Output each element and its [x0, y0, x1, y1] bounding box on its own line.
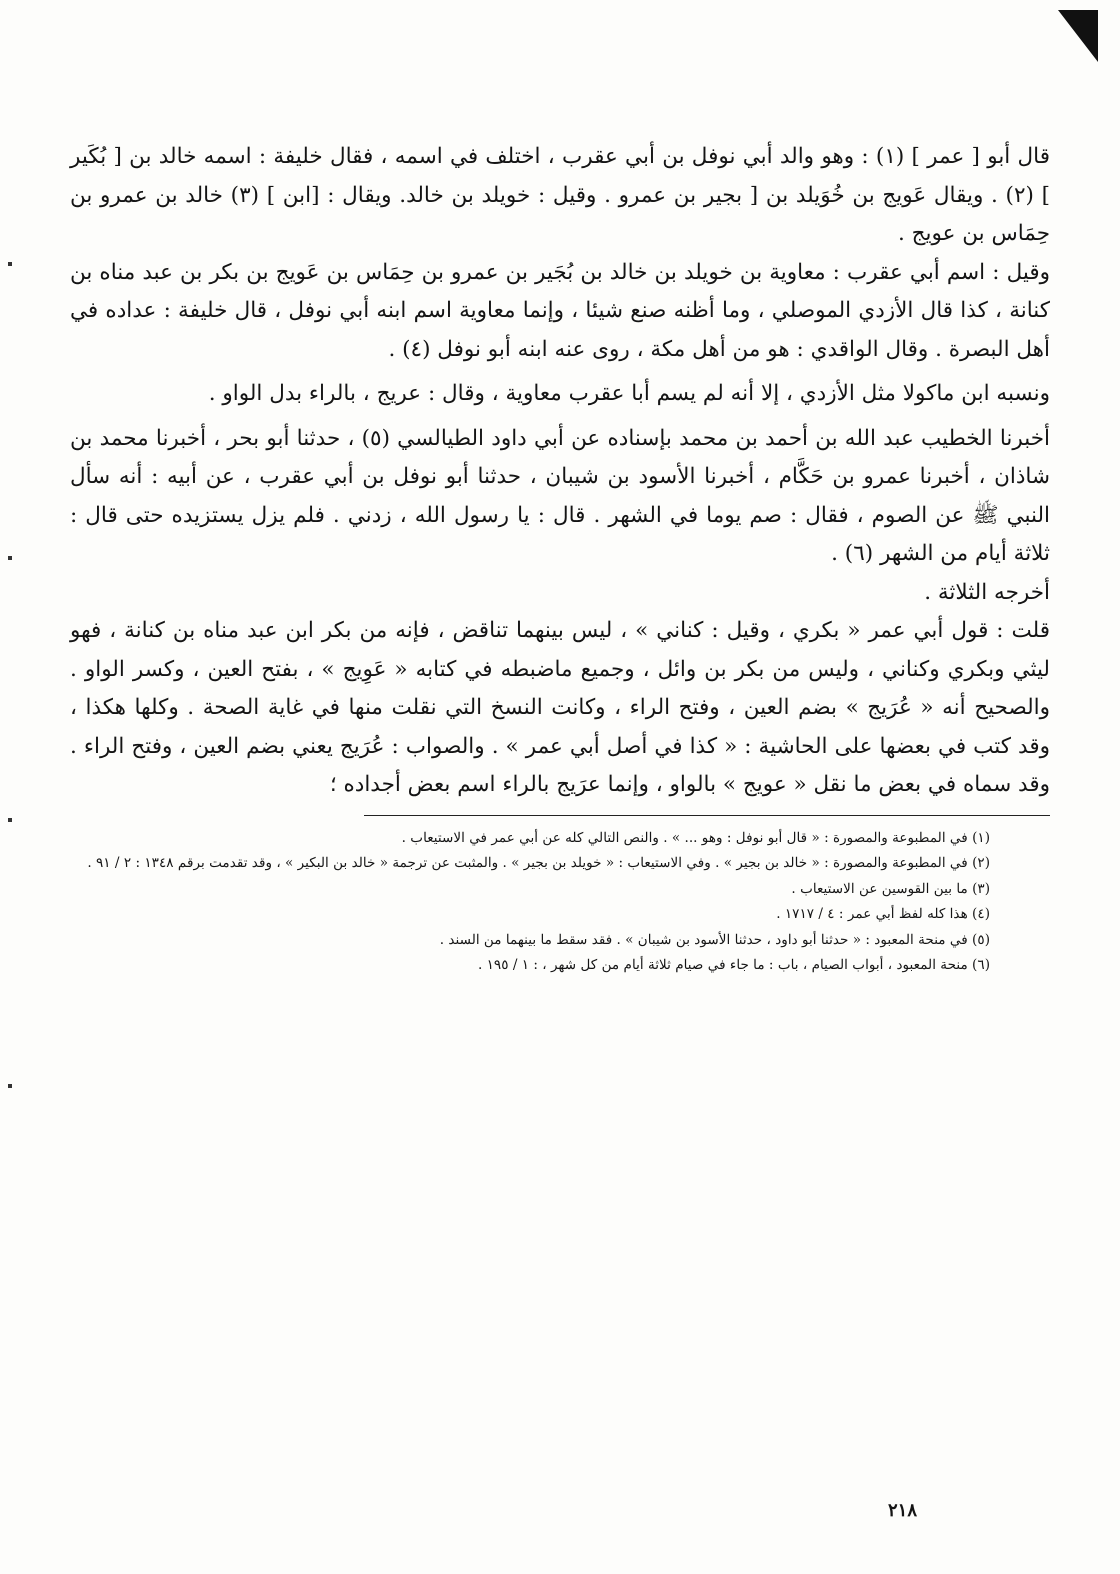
- footnote: (٥) في منحة المعبود : « حدثنا أبو داود ، حدثنا الأسود بن شيبان » . فقد سقط ما بينهما من السند .: [439, 931, 990, 948]
- footnote: (٤) هذا كله لفظ أبي عمر : ٤ / ١٧١٧ .: [776, 906, 990, 922]
- paragraph-name-discussion: قال أبو [ عمر ] (١) : وهو والد أبي نوفل بن أبي عقرب ، اختلف في اسمه ، فقال خليفة : اسمه خالد بن [ بُكَير ] (٢) . ويقال عَويج بن خُوَيلد بن [ بجير بن عمرو . وقيل : خويلد بن خالد. ويقال : [ابن ] (٣) خالد بن عمرو بن حِمَاس بن عويج .: [70, 144, 1050, 246]
- margin-speck: [8, 818, 12, 822]
- main-text: [70, 138, 1050, 805]
- footnote: (٣) ما بين القوسين عن الاستيعاب .: [791, 880, 990, 897]
- corner-scan-mark: [1058, 10, 1098, 62]
- paragraph-muawiya: وقيل : اسم أبي عقرب : معاوية بن خويلد بن خالد بن بُجَير بن عمرو بن حِمَاس بن عَويج بن بكر بن عبد مناه بن كنانة ، كذا قال الأزدي الموصلي ، وما أظنه صنع شيئا ، وإنما معاوية اسم ابنه أبي نوفل ، قال خليفة : عداده في أهل البصرة . وقال الواقدي : هو من أهل مكة ، روى عنه ابنه أبو نوفل (٤) .: [70, 259, 1050, 362]
- footnote: (٢) في المطبوعة والمصورة : « خالد بن بجير » . وفي الاستيعاب : « خويلد بن بجير » . والمثبت عن ترجمة « خالد بن البكير » ، وقد تقدمت برقم ١٣٤٨ : ٢ / ٩١ .: [87, 855, 990, 871]
- footnote: (١) في المطبوعة والمصورة : « قال أبو نوفل : وهو ... » . والنص التالي كله عن أبي عمر في الاستيعاب .: [401, 829, 990, 846]
- footnote: (٦) منحة المعبود ، أبواب الصيام ، باب : ما جاء في صيام ثلاثة أيام من كل شهر ، : ١ / ١٩٥ .: [477, 957, 990, 973]
- margin-speck: [8, 1084, 12, 1088]
- book-page: [70, 138, 1050, 979]
- paragraph-author-comment: قلت : قول أبي عمر « بكري ، وقيل : كناني » ، ليس بينهما تناقض ، فإنه من بكر ابن عبد مناه بن كنانة ، فهو ليثي وبكري وكناني ، وليس من بكر بن وائل ، وجميع ماضبطه في كتابه « عَوِيج » ، بفتح العين ، وكسر الواو . والصحيح أنه « عُرَيج » بضم العين ، وفتح الراء ، وكانت النسخ التي نقلت منها في غاية الصحة . وكلها هكذا ، وقد كتب في بعضها على الحاشية : « كذا في أصل أبي عمر » . والصواب : عُرَيج يعني بضم العين ، وفتح الراء . وقد سماه في بعض ما نقل « عويج » بالواو ، وإنما عرَيج بالراء اسم بعض أجداده ؛: [70, 618, 1050, 797]
- paragraph-akhrajahu: أخرجه الثلاثة .: [924, 579, 1050, 605]
- paragraph-ibn-makula: ونسبه ابن ماكولا مثل الأزدي ، إلا أنه لم يسم أبا عقرب معاوية ، وقال : عريج ، بالراء بدل الواو .: [208, 381, 1050, 406]
- margin-speck: [8, 556, 12, 560]
- margin-speck: [8, 262, 12, 266]
- footnote-separator: [364, 815, 1050, 816]
- page-number: ٢١٨: [888, 1500, 918, 1521]
- footnotes: [70, 826, 1050, 979]
- paragraph-hadith-chain: أخبرنا الخطيب عبد الله بن أحمد بن محمد بإسناده عن أبي داود الطيالسي (٥) ، حدثنا أبو بحر ، أخبرنا محمد بن شاذان ، أخبرنا عمرو بن حَكَّام ، أخبرنا الأسود بن شيبان ، حدثنا أبو نوفل بن أبي عقرب ، عن أبيه : أنه سأل النبي ﷺ عن الصوم ، فقال : صم يوما في الشهر . قال : يا رسول الله ، زدني . فلم يزل يستزيده حتى قال : ثلاثة أيام من الشهر (٦) .: [70, 425, 1051, 566]
